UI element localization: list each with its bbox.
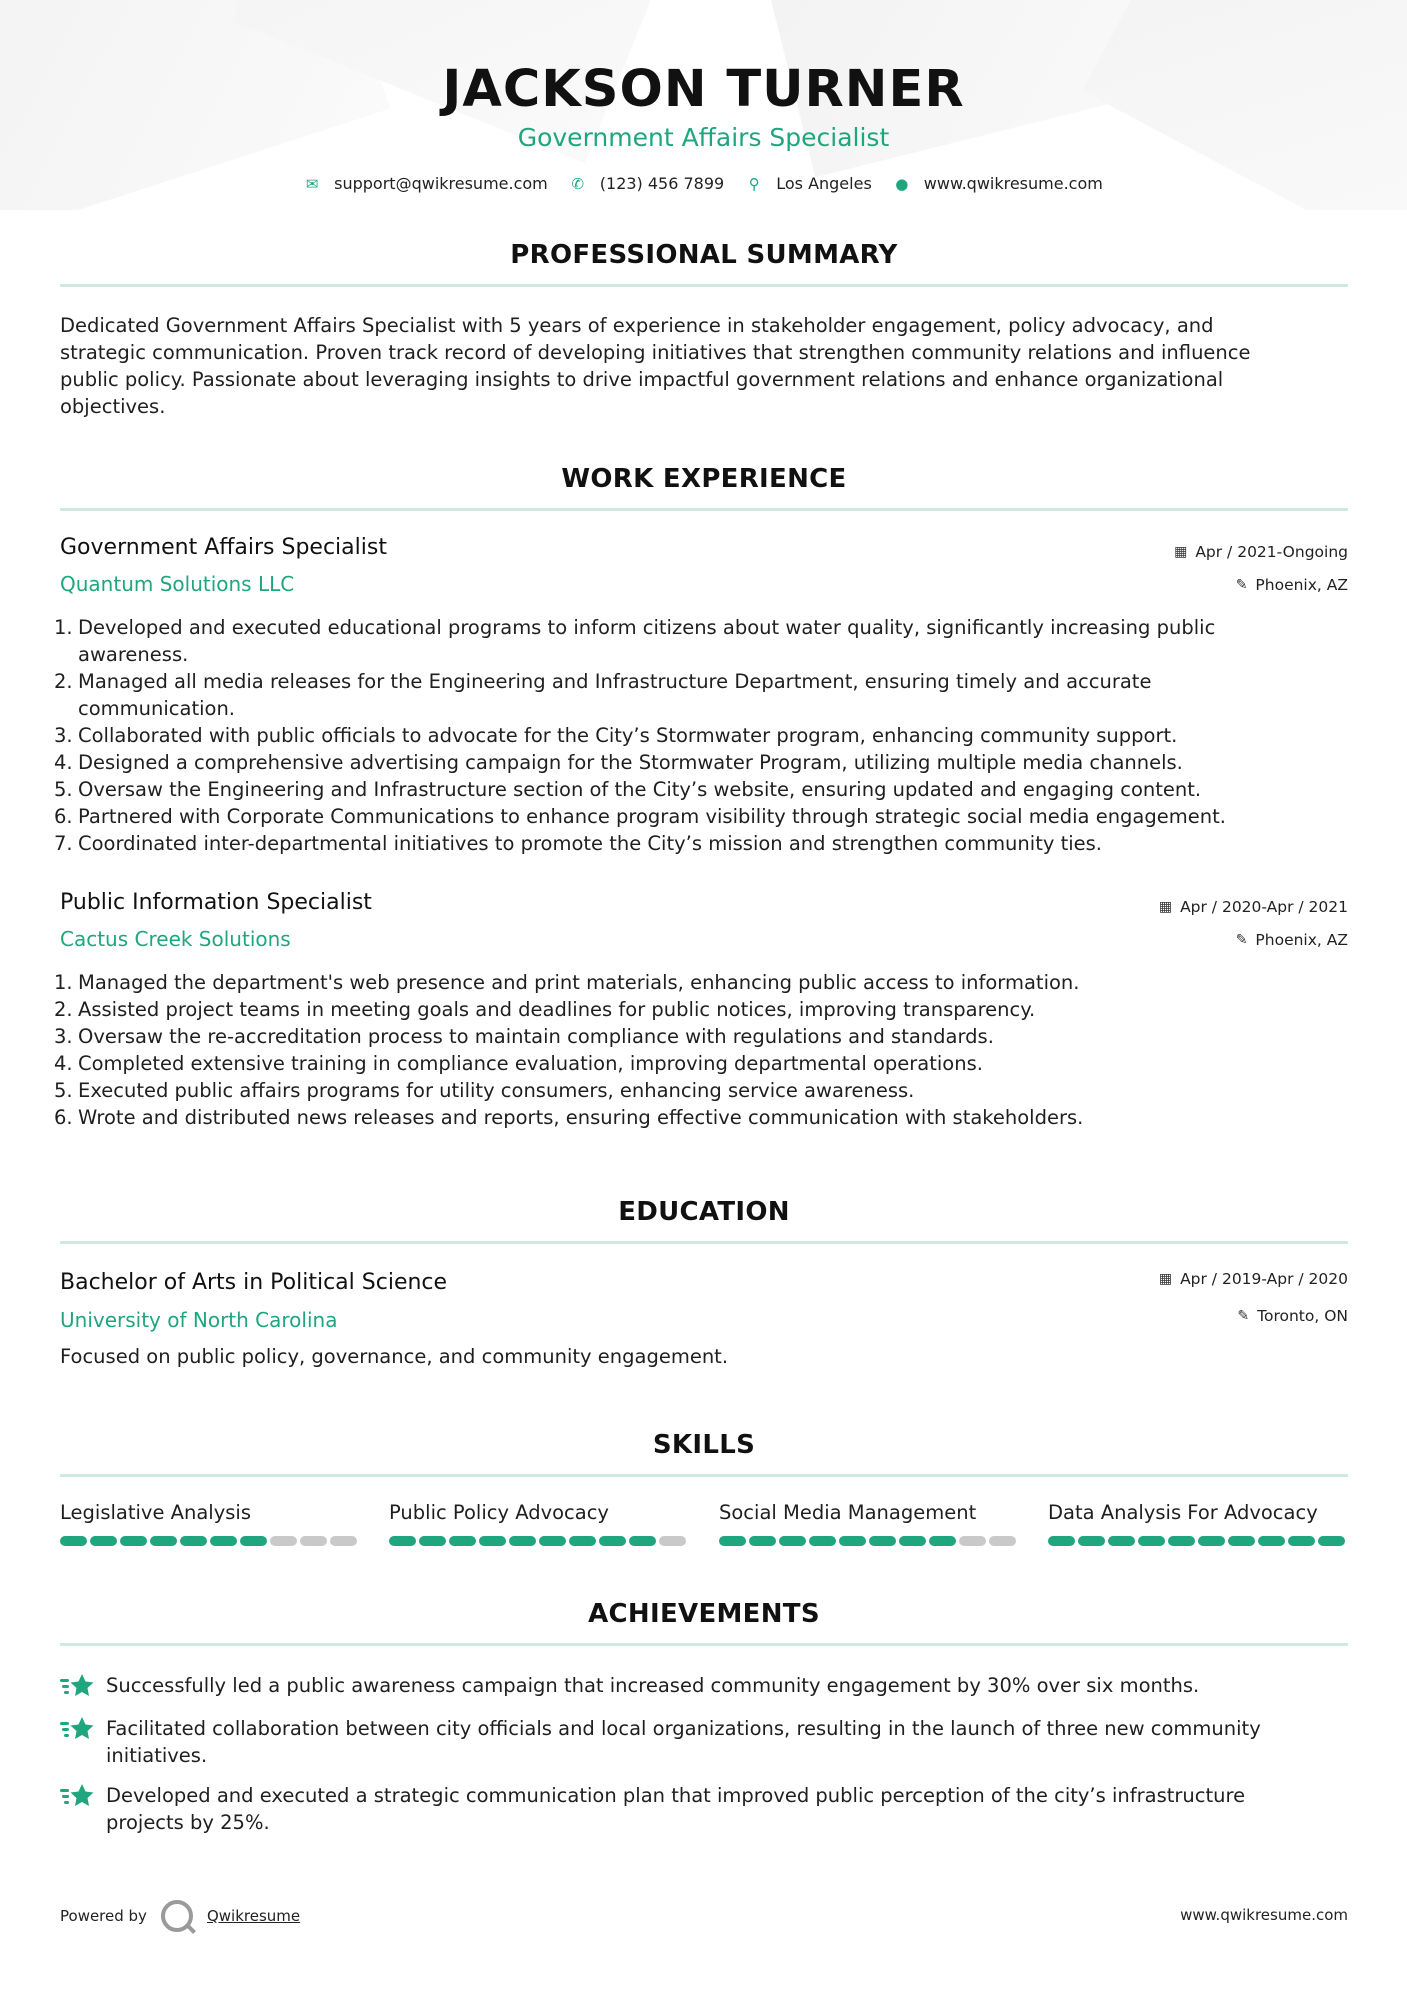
candidate-name: JACKSON TURNER: [442, 60, 965, 119]
contact-phone[interactable]: ✆ (123) 456 7899: [571, 174, 725, 193]
contact-email[interactable]: ✉ support@qwikresume.com: [305, 174, 548, 193]
summary-text: Dedicated Government Affairs Specialist with 5 years of experience in stakeholder engagement, policy advocacy, and strategic communication. Proven track record of developing initiatives that strengthen community relations and influence public policy. Passionate about leveraging insights to drive impactful government relations and enhance organizational objectives.: [60, 314, 1251, 418]
section-divider: [60, 1643, 1348, 1646]
skill-level-segment: [1138, 1536, 1165, 1546]
skill-level-segment: [599, 1536, 626, 1546]
list-item: 2. Managed all media releases for the Engineering and Infrastructure Department, ensuring timely and accurate communication.: [54, 670, 1152, 720]
skill-level-segment: [779, 1536, 806, 1546]
skill-level-segment: [1198, 1536, 1225, 1546]
education-dates: ▦ Apr / 2019-Apr / 2020: [1158, 1270, 1348, 1288]
skill-level-segment: [120, 1536, 147, 1546]
skill-level-bar: [60, 1536, 360, 1546]
skill-level-segment: [539, 1536, 566, 1546]
education-location: ✎ Toronto, ON: [1237, 1307, 1348, 1325]
skill-level-segment: [929, 1536, 956, 1546]
section-divider: [60, 1474, 1348, 1477]
section-divider: [60, 284, 1348, 287]
achievement-item: Developed and executed a strategic communication plan that improved public perception of the city’s infrastructure projects by 25%.: [60, 1782, 1348, 1836]
skill-level-segment: [300, 1536, 327, 1546]
skill-name: Public Policy Advocacy: [389, 1501, 609, 1524]
skill-item: [389, 1500, 689, 1546]
candidate-role: Government Affairs Specialist: [517, 123, 890, 152]
skill-level-segment: [1258, 1536, 1285, 1546]
achievement-item: Facilitated collaboration between city officials and local organizations, resulting in the launch of three new community initiatives.: [60, 1715, 1348, 1769]
skill-level-segment: [1108, 1536, 1135, 1546]
skill-item: [60, 1500, 360, 1546]
footer-website[interactable]: www.qwikresume.com: [1180, 1906, 1348, 1924]
calendar-icon: ▦: [1174, 544, 1188, 560]
degree-title: Bachelor of Arts in Political Science: [60, 1270, 448, 1295]
job-bullets: [54, 614, 1348, 857]
skill-level-bar: [389, 1536, 689, 1546]
skill-level-segment: [1228, 1536, 1255, 1546]
list-item: 3. Collaborated with public officials to advocate for the City’s Stormwater program, enhancing community support.: [54, 724, 1178, 747]
skill-level-bar: [719, 1536, 1019, 1546]
skill-level-segment: [1078, 1536, 1105, 1546]
skill-level-segment: [150, 1536, 177, 1546]
skill-item: [1048, 1500, 1348, 1546]
list-item: 4. Designed a comprehensive advertising campaign for the Stormwater Program, utilizing multiple media channels.: [54, 751, 1183, 774]
list-item: 7. Coordinated inter-departmental initiatives to promote the City’s mission and strengthen community ties.: [54, 832, 1102, 855]
skill-level-segment: [839, 1536, 866, 1546]
job-dates: ▦ Apr / 2021-Ongoing: [1174, 543, 1348, 561]
skill-level-segment: [389, 1536, 416, 1546]
skill-name: Legislative Analysis: [60, 1501, 251, 1524]
skill-level-segment: [419, 1536, 446, 1546]
achievements-heading: ACHIEVEMENTS: [588, 1599, 820, 1629]
qwikresume-link[interactable]: Qwikresume: [206, 1907, 301, 1925]
skill-level-segment: [479, 1536, 506, 1546]
job-company: Quantum Solutions LLC: [60, 572, 295, 596]
skill-level-segment: [210, 1536, 237, 1546]
contact-bar: [0, 174, 1407, 193]
job-location: ✎ Phoenix, AZ: [1235, 931, 1348, 949]
summary-heading: PROFESSIONAL SUMMARY: [510, 240, 898, 270]
contact-location: ⚲ Los Angeles: [746, 174, 872, 193]
experience-heading: WORK EXPERIENCE: [561, 464, 847, 494]
skill-level-segment: [989, 1536, 1016, 1546]
education-heading: EDUCATION: [618, 1197, 790, 1227]
pushpin-icon: ✎: [1237, 1308, 1250, 1324]
job-location: ✎ Phoenix, AZ: [1235, 576, 1348, 594]
skill-level-segment: [569, 1536, 596, 1546]
star-icon: [60, 1782, 106, 1809]
skill-level-segment: [659, 1536, 686, 1546]
qwikresume-logo-icon: [161, 1900, 193, 1932]
list-item: 1. Developed and executed educational programs to inform citizens about water quality, significantly increasing public awareness.: [54, 616, 1216, 666]
skill-item: [719, 1500, 1019, 1546]
skill-level-segment: [809, 1536, 836, 1546]
skill-level-bar: [1048, 1536, 1348, 1546]
skill-name: Social Media Management: [719, 1501, 977, 1524]
skill-level-segment: [899, 1536, 926, 1546]
skills-heading: SKILLS: [652, 1430, 756, 1460]
pushpin-icon: ✎: [1235, 932, 1248, 948]
skill-level-segment: [719, 1536, 746, 1546]
star-icon: [60, 1672, 106, 1699]
list-item: 3. Oversaw the re-accreditation process to maintain compliance with regulations and standards.: [54, 1025, 994, 1048]
list-item: 1. Managed the department's web presence and print materials, enhancing public access to information.: [54, 971, 1080, 994]
skill-level-segment: [60, 1536, 87, 1546]
skill-level-segment: [1048, 1536, 1075, 1546]
list-item: 4. Completed extensive training in compliance evaluation, improving departmental operations.: [54, 1052, 983, 1075]
list-item: 5. Executed public affairs programs for utility consumers, enhancing service awareness.: [54, 1079, 915, 1102]
skill-level-segment: [509, 1536, 536, 1546]
job-company: Cactus Creek Solutions: [60, 927, 291, 951]
list-item: 6. Partnered with Corporate Communications to enhance program visibility through strategic social media engagement.: [54, 805, 1226, 828]
skill-level-segment: [180, 1536, 207, 1546]
skill-level-segment: [1168, 1536, 1195, 1546]
education-description: Focused on public policy, governance, and community engagement.: [60, 1345, 729, 1368]
skill-level-segment: [449, 1536, 476, 1546]
contact-website[interactable]: ● www.qwikresume.com: [895, 174, 1103, 193]
job-title: Public Information Specialist: [60, 890, 372, 915]
skill-level-segment: [629, 1536, 656, 1546]
skill-level-segment: [270, 1536, 297, 1546]
job-title: Government Affairs Specialist: [60, 535, 387, 560]
pushpin-icon: ✎: [1235, 577, 1248, 593]
skill-name: Data Analysis For Advocacy: [1048, 1501, 1318, 1524]
skill-level-segment: [330, 1536, 357, 1546]
list-item: 6. Wrote and distributed news releases and reports, ensuring effective communication with stakeholders.: [54, 1106, 1084, 1129]
skill-level-segment: [959, 1536, 986, 1546]
star-icon: [60, 1715, 106, 1742]
calendar-icon: ▦: [1158, 899, 1173, 915]
map-pin-icon: ⚲: [748, 174, 760, 193]
skill-level-segment: [240, 1536, 267, 1546]
section-divider: [60, 1241, 1348, 1244]
skill-level-segment: [1288, 1536, 1315, 1546]
calendar-icon: ▦: [1158, 1271, 1173, 1287]
skill-level-segment: [869, 1536, 896, 1546]
resume-header: [0, 60, 1407, 193]
phone-icon: ✆: [571, 174, 585, 193]
skill-level-segment: [90, 1536, 117, 1546]
school-name: University of North Carolina: [60, 1308, 338, 1332]
globe-icon: ●: [895, 174, 909, 193]
job-dates: ▦ Apr / 2020-Apr / 2021: [1158, 898, 1348, 916]
envelope-icon: ✉: [305, 174, 319, 193]
skill-level-segment: [749, 1536, 776, 1546]
skill-level-segment: [1318, 1536, 1345, 1546]
list-item: 5. Oversaw the Engineering and Infrastructure section of the City’s website, ensuring updated and engaging content.: [54, 778, 1202, 801]
achievement-item: Successfully led a public awareness campaign that increased community engagement by 30% over six months.: [60, 1672, 1348, 1699]
list-item: 2. Assisted project teams in meeting goals and deadlines for public notices, improving transparency.: [54, 998, 1036, 1021]
footer-powered-by: Powered by Qwikresume: [60, 1900, 300, 1932]
job-bullets: [54, 969, 1348, 1131]
section-divider: [60, 508, 1348, 511]
